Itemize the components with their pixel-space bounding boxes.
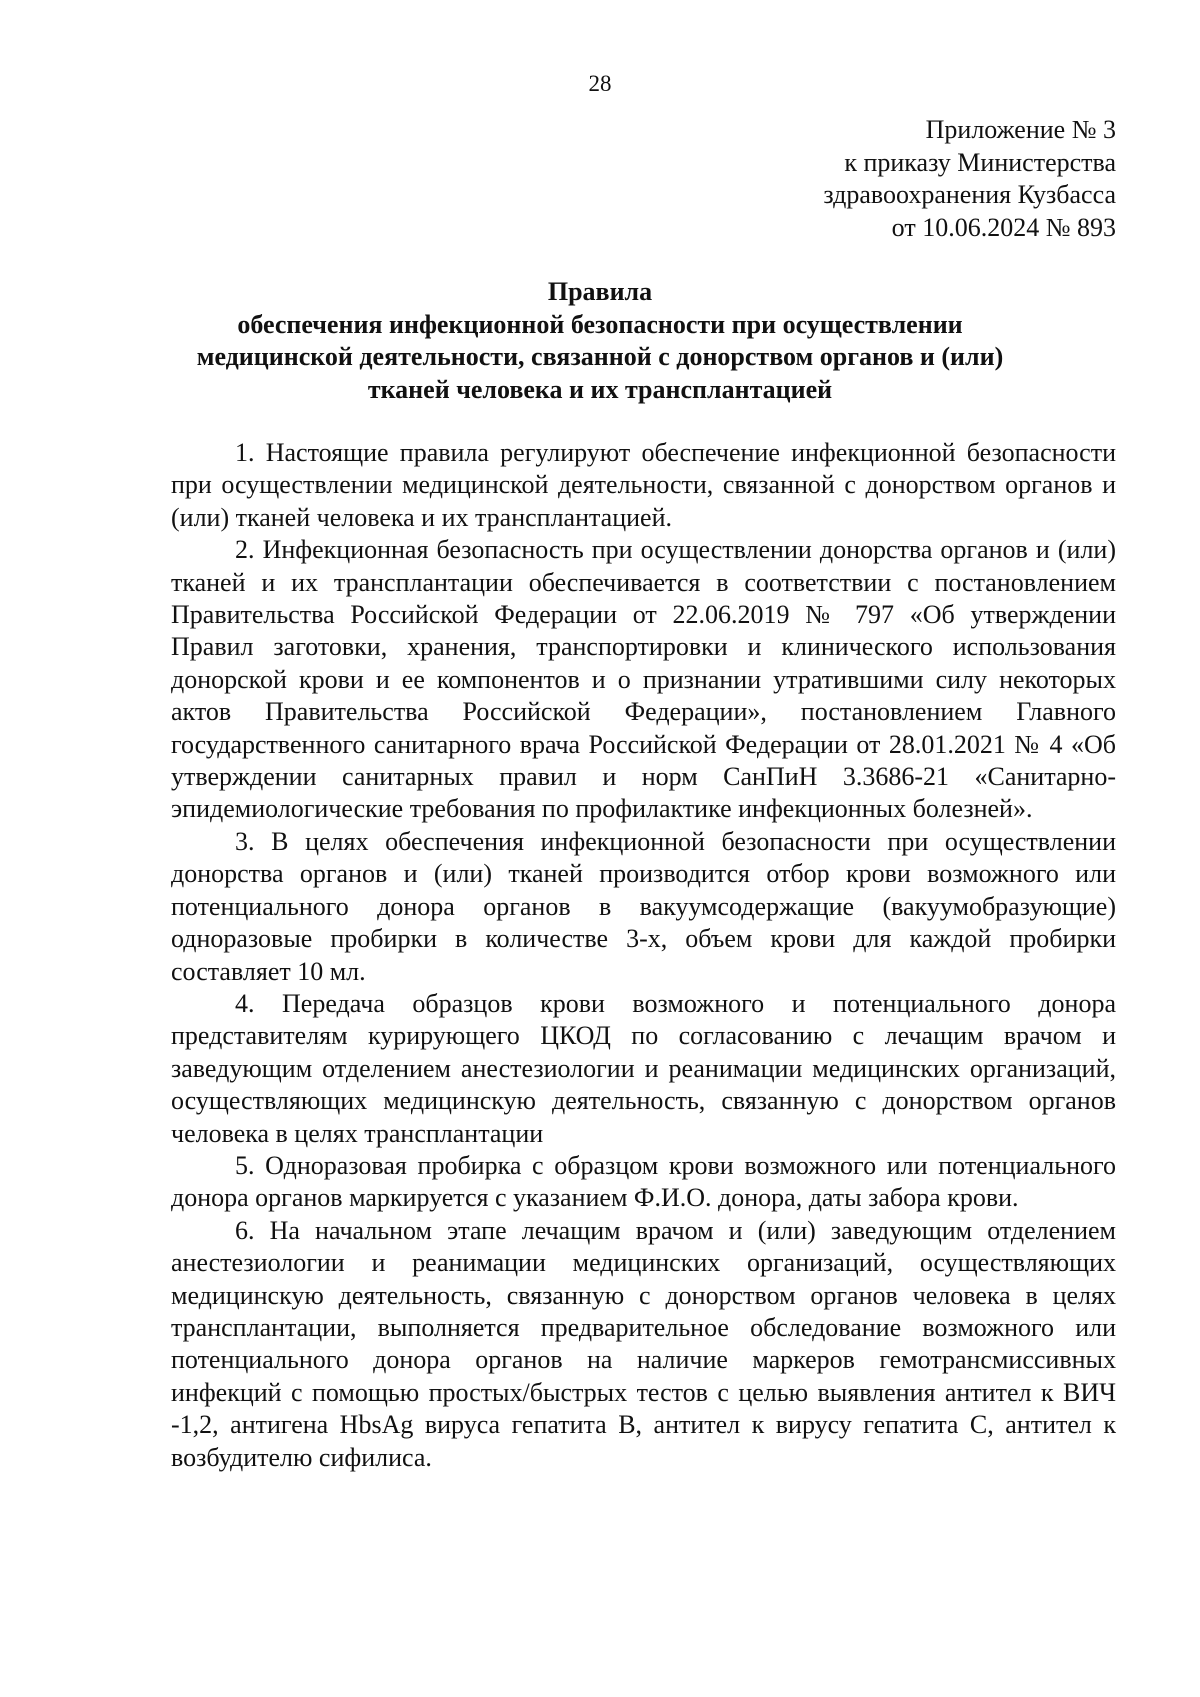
paragraph-5: 5. Одноразовая пробирка с образцом крови возможного или потенциального донора органов маркируется с указанием Ф.И.О. донора, даты забора крови. (171, 1150, 1116, 1213)
appendix-reference (823, 114, 1116, 244)
appendix-line: Приложение № 3 (925, 115, 1116, 144)
paragraph-2: 2. Инфекционная безопасность при осуществлении донорства органов и (или) тканей и их трансплантации обеспечивается в соответствии с постановлением Правительства Российской Федерации от 22.06.2019 № 797 «Об утверждении Правил заготовки, хранения, транспортировки и клинического использования донорской крови и ее компонентов и о признании утратившими силу некоторых актов Правительства Российской Федерации», постановлением Главного государственного санитарного врача Российской Федерации от 28.01.2021 № 4 «Об утверждении санитарных правил и норм СанПиН 3.3686-21 «Санитарно-эпидемиологические требования по профилактике инфекционных болезней». (171, 535, 1116, 824)
paragraph-4: 4. Передача образцов крови возможного и потенциального донора представителям курирующего ЦКОД по согласованию с лечащим врачом и заведующим отделением анестезиологии и реанимации медицинских организаций, осуществляющих медицинскую деятельность, связанную с донорством органов человека в целях трансплантации (171, 988, 1116, 1148)
paragraph-1: 1. Настоящие правила регулируют обеспечение инфекционной безопасности при осуществлении медицинской деятельности, связанной с донорством органов и (или) тканей человека и их трансплантацией. (171, 438, 1116, 532)
document-title (150, 276, 1050, 406)
document-body (171, 437, 1116, 1474)
title-line: тканей человека и их трансплантацией (367, 374, 833, 404)
appendix-line: от 10.06.2024 № 893 (891, 212, 1116, 242)
title-line: обеспечения инфекционной безопасности при осуществлении (237, 309, 963, 339)
appendix-line: к приказу Министерства (844, 147, 1116, 177)
appendix-line: здравоохранения Кузбасса (823, 180, 1116, 209)
page-number: 28 (588, 71, 612, 96)
title-line: медицинской деятельности, связанной с донорством органов и (или) (196, 342, 1004, 371)
paragraph-6: 6. На начальном этапе лечащим врачом и (или) заведующим отделением анестезиологии и реанимации медицинских организаций, осуществляющих медицинскую деятельность, связанную с донорством органов человека в целях трансплантации, выполняется предварительное обследование возможного или потенциального донора органов на наличие маркеров гемотрансмиссивных инфекций с помощью простых/быстрых тестов с целью выявления антител к ВИЧ -1,2, антигена HbsAg вируса гепатита В, антител к вирусу гепатита С, антител к возбудителю сифилиса. (171, 1215, 1116, 1472)
paragraph-3: 3. В целях обеспечения инфекционной безопасности при осуществлении донорства органов и (или) тканей производится отбор крови возможного или потенциального донора органов в вакуумсодержащие (вакуумобразующие) одноразовые пробирки в количестве 3-х, объем крови для каждой пробирки составляет 10 мл. (171, 826, 1116, 986)
title-line: Правила (547, 277, 653, 306)
